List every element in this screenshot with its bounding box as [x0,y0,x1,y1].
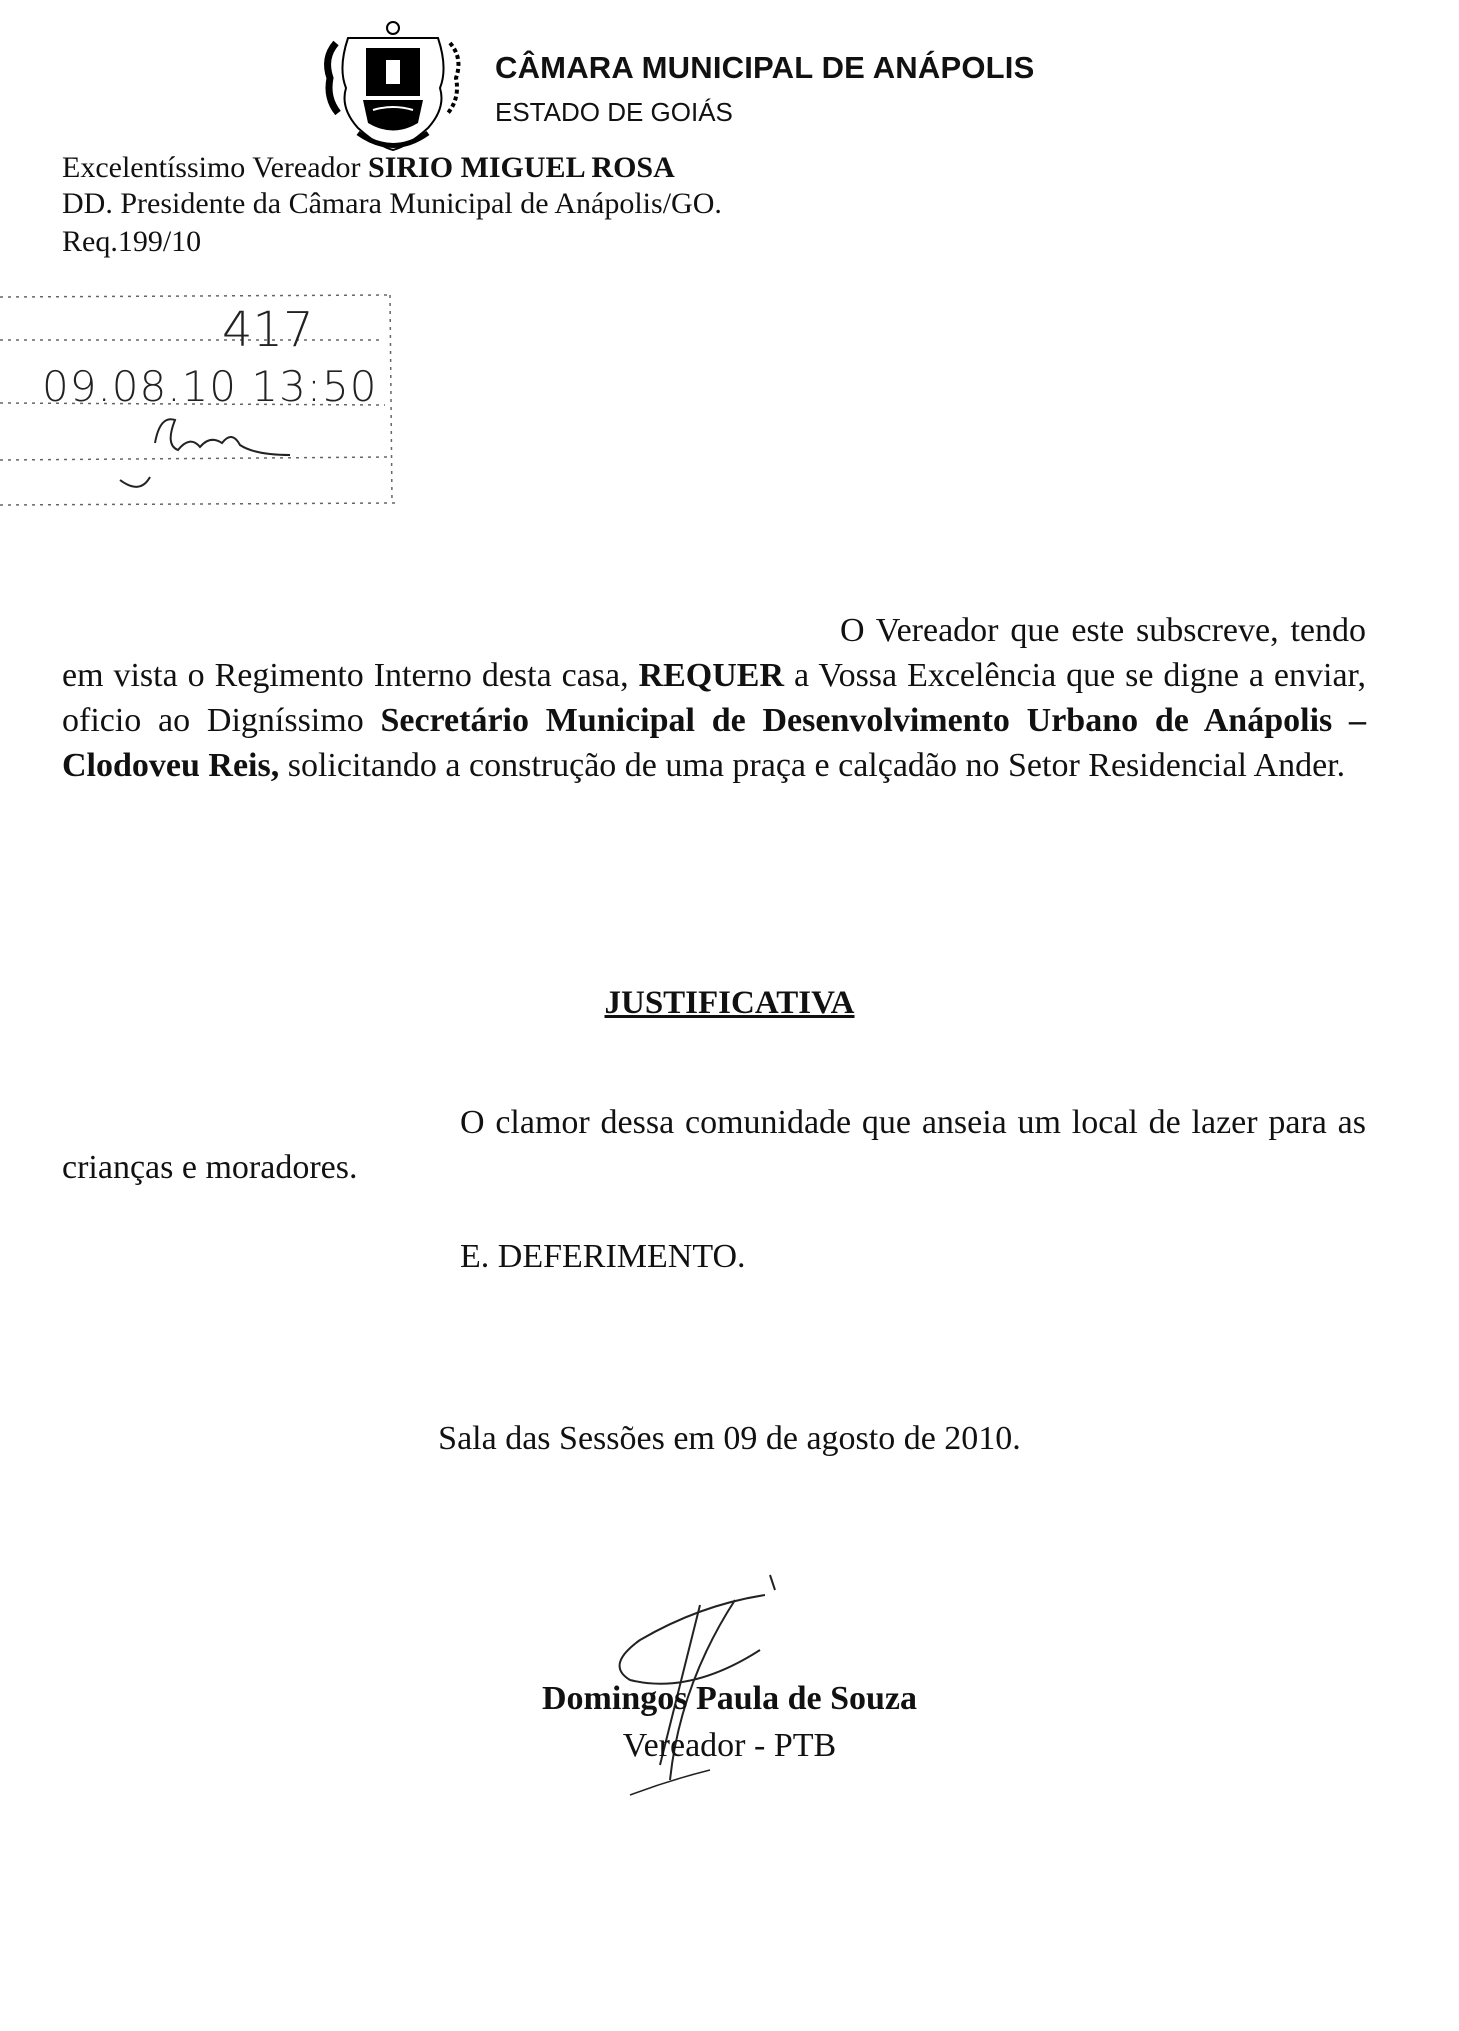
signer-role: Vereador - PTB [622,1727,837,1764]
address-line-1 [62,150,675,186]
request-paragraph [62,608,1366,788]
request-number: Req.199/10 [62,225,202,258]
request-text-3: solicitando a construção de uma praça e calçadão no Setor Residencial Ander. [279,747,1346,784]
request-text-1: O Vereador que este subscreve, tendo em vista o Regimento Interno desta casa, [62,612,1366,694]
stamp-datetime: 09.08.10 13:50 [42,362,378,411]
request-text-2: a Vossa Excelência que se digne a enviar, oficio ao Digníssimo [62,657,1367,739]
request-body [62,608,1366,788]
address-salutation: Excelentíssimo Vereador [62,151,369,184]
justification-body [62,1100,1366,1190]
session-date-line: Sala das Sessões em 09 de agosto de 2010. [438,1420,1021,1457]
municipal-crest-icon [318,18,468,158]
org-name: CÂMARA MUNICIPAL DE ANÁPOLIS [495,50,1035,85]
signer-name: Domingos Paula de Souza [542,1680,917,1717]
justification-text: O clamor dessa comunidade que anseia um local de lazer para as crianças e moradores. [62,1104,1366,1186]
address-line-2: DD. Presidente da Câmara Municipal de Anápolis/GO. [62,187,722,220]
justification-heading: JUSTIFICATIVA [604,985,855,1021]
org-state: ESTADO DE GOIÁS [495,97,733,127]
recipient-title: Secretário Municipal de Desenvolvimento Urbano de Anápolis – Clodoveu Reis, [62,702,1367,784]
deferimento-line: E. DEFERIMENTO. [460,1238,746,1275]
addressee-name: SIRIO MIGUEL ROSA [368,151,675,184]
stamp-protocol-number: 417 [222,302,314,358]
request-keyword: REQUER [638,657,785,694]
